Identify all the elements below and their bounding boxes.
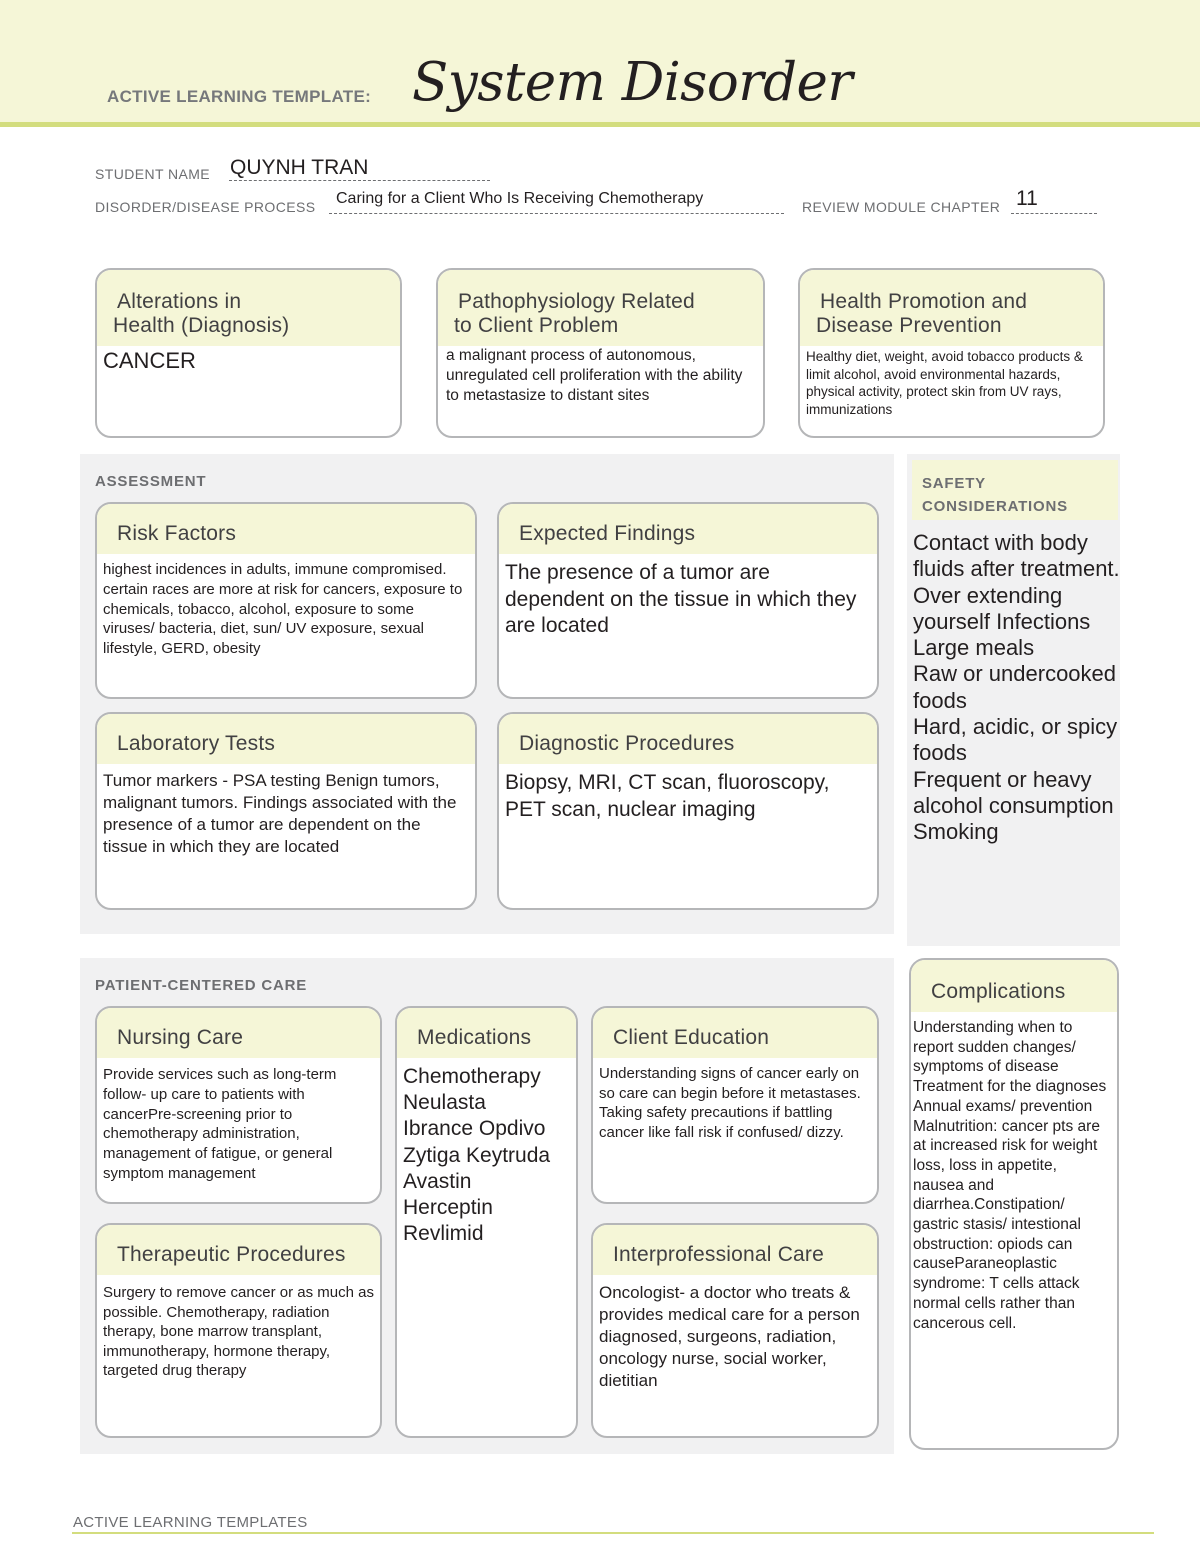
nursing-care-box — [95, 1006, 382, 1204]
template-label: ACTIVE LEARNING TEMPLATE: — [107, 87, 372, 106]
interprofessional-care-body: Oncologist- a doctor who treats & provides medical care for a person diagnosed, surgeons, radiation, oncology nurse, social worker, dietitian — [599, 1283, 860, 1390]
safety-item: Raw or undercooked foods — [913, 661, 1117, 713]
risk-factors-header: Risk Factors — [97, 504, 475, 554]
medication-item: Ibrance Opdivo — [403, 1117, 546, 1141]
assessment-title: ASSESSMENT — [95, 473, 207, 490]
pathophysiology-header — [438, 270, 763, 346]
laboratory-tests-body: Tumor markers - PSA testing Benign tumors, malignant tumors. Findings associated with the presence of a tumor are dependent on the tissue in which they are located — [103, 771, 457, 856]
pathophysiology-box — [436, 268, 765, 438]
safety-title-line1: SAFETY — [922, 475, 986, 492]
health-promotion-box — [798, 268, 1105, 438]
expected-findings-header: Expected Findings — [499, 504, 877, 554]
medication-item: Herceptin — [403, 1196, 493, 1220]
health-promotion-header — [800, 270, 1103, 346]
header-rule — [0, 122, 1200, 127]
safety-header — [912, 460, 1118, 520]
footer-label: ACTIVE LEARNING TEMPLATES — [73, 1514, 308, 1531]
nursing-care-body: Provide services such as long-term follow- up care to patients with cancerPre-screening prior to chemotherapy administration, management of fatigue, or general symptom management — [103, 1066, 337, 1182]
complications-header: Complications — [911, 960, 1117, 1012]
safety-item: Contact with body fluids after treatment. — [913, 530, 1120, 582]
therapeutic-procedures-body: Surgery to remove cancer or as much as possible. Chemotherapy, radiation therapy, bone marrow transplant, immunotherapy, hormone therapy, targeted drug therapy — [103, 1284, 374, 1380]
safety-title-line2: CONSIDERATIONS — [922, 498, 1068, 515]
medications-list — [397, 1058, 576, 1251]
expected-findings-body: The presence of a tumor are dependent on the tissue in which they are located — [505, 561, 857, 637]
safety-item: Large meals — [913, 635, 1035, 661]
student-name-field[interactable]: QUYNH TRAN — [230, 156, 369, 179]
safety-list — [913, 530, 1123, 846]
complications-box — [909, 958, 1119, 1450]
risk-factors-body: highest incidences in adults, immune compromised. certain races are more at risk for cancers, exposure to chemicals, tobacco, alcohol, exposure to some viruses/ bacteria, diet, sun/ UV exposure, sexual lifestyle, GERD, obesity — [103, 561, 463, 658]
medication-item: Zytiga Keytruda — [403, 1143, 551, 1167]
health-promotion-title-line1: Health Promotion and — [820, 290, 1028, 313]
risk-factors-box — [95, 502, 477, 699]
footer-rule — [72, 1532, 1154, 1534]
medication-item: Neulasta — [403, 1091, 486, 1115]
laboratory-tests-box — [95, 712, 477, 910]
interprofessional-care-box — [591, 1223, 879, 1438]
template-title: System Disorder — [412, 52, 853, 113]
alterations-box — [95, 268, 402, 438]
laboratory-tests-header: Laboratory Tests — [97, 714, 475, 764]
expected-findings-box — [497, 502, 879, 699]
disorder-label: DISORDER/DISEASE PROCESS — [95, 199, 316, 215]
safety-item: Hard, acidic, or spicy foods — [913, 714, 1118, 766]
chapter-label: REVIEW MODULE CHAPTER — [802, 199, 1001, 215]
client-education-header: Client Education — [593, 1008, 877, 1058]
alterations-title-line2: Health (Diagnosis) — [113, 314, 290, 337]
safety-item: Frequent or heavy alcohol consumption — [913, 766, 1114, 818]
chapter-line — [1011, 213, 1097, 214]
diagnostic-procedures-body: Biopsy, MRI, CT scan, fluoroscopy, PET scan, nuclear imaging — [505, 771, 830, 821]
medications-header: Medications — [397, 1008, 576, 1058]
medication-item: Revlimid — [403, 1222, 484, 1246]
therapeutic-procedures-box — [95, 1223, 382, 1438]
patient-centered-care-title: PATIENT-CENTERED CARE — [95, 977, 308, 994]
health-promotion-body: Healthy diet, weight, avoid tobacco products & limit alcohol, avoid environmental hazards, physical activity, protect skin from UV rays, immunizations — [806, 349, 1083, 417]
complications-body: Understanding when to report sudden changes/ symptoms of disease Treatment for the diagnoses Annual exams/ prevention Malnutrition: cancer pts are at increased risk for weight loss, loss in appetite, nausea and diarrhea.Constipation/ gastric stasis/ intestional obstruction: opiods can causeParaneoplastic syndrome: T cells attack normal cells rather than cancerous cell. — [913, 1019, 1107, 1332]
diagnostic-procedures-header: Diagnostic Procedures — [499, 714, 877, 764]
alterations-header — [97, 270, 400, 346]
chapter-field[interactable]: 11 — [1016, 187, 1038, 210]
medication-item: Chemotherapy — [403, 1065, 541, 1088]
medication-item: Avastin — [403, 1169, 472, 1193]
diagnostic-procedures-box — [497, 712, 879, 910]
safety-item: Smoking — [913, 819, 999, 845]
alterations-body: CANCER — [103, 348, 196, 373]
health-promotion-title-line2: Disease Prevention — [816, 314, 1002, 337]
safety-item: Over extending yourself Infections — [913, 582, 1091, 634]
interprofessional-care-header: Interprofessional Care — [593, 1225, 877, 1275]
pathophysiology-title-line1: Pathophysiology Related — [458, 290, 695, 313]
student-name-label: STUDENT NAME — [95, 166, 210, 182]
pathophysiology-body: a malignant process of autonomous, unregulated cell proliferation with the ability to metastasize to distant sites — [446, 347, 743, 404]
client-education-box — [591, 1006, 879, 1204]
disorder-field[interactable]: Caring for a Client Who Is Receiving Chemotherapy — [336, 190, 704, 207]
student-name-line — [229, 180, 490, 181]
disorder-line — [329, 213, 784, 214]
client-education-body: Understanding signs of cancer early on so care can begin before it metastases. Taking safety precautions if battling cancer like fall risk if confused/ dizzy. — [599, 1065, 861, 1141]
pathophysiology-title-line2: to Client Problem — [454, 314, 619, 337]
alterations-title-line1: Alterations in — [117, 290, 242, 313]
therapeutic-procedures-header: Therapeutic Procedures — [97, 1225, 380, 1275]
nursing-care-header: Nursing Care — [97, 1008, 380, 1058]
medications-box — [395, 1006, 578, 1438]
